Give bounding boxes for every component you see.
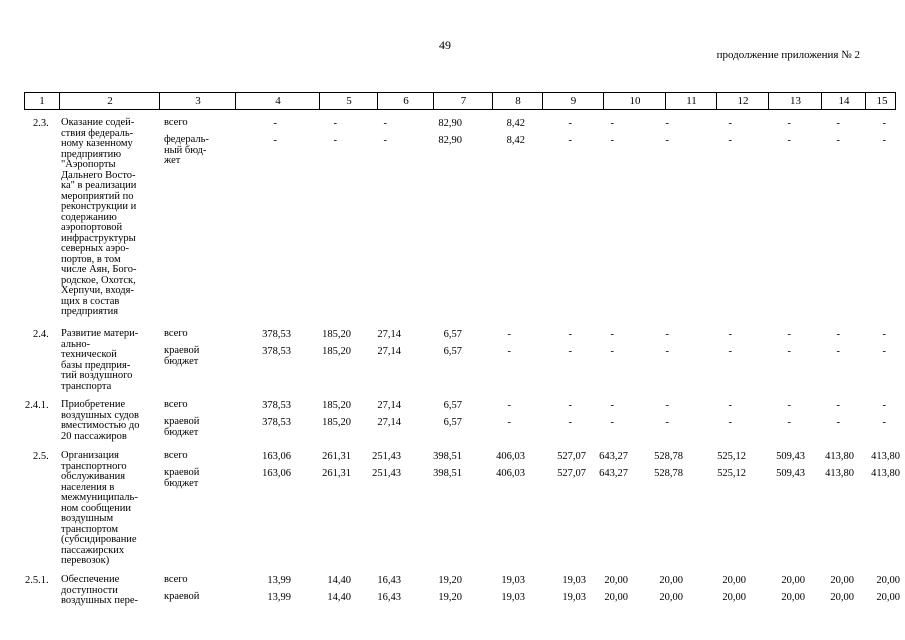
row-value: - bbox=[665, 346, 669, 357]
row-value: 20,00 bbox=[604, 592, 628, 603]
row-label-line: всего bbox=[164, 117, 188, 128]
row-description-line: щих в состав bbox=[61, 295, 120, 307]
row-value: 13,99 bbox=[267, 592, 291, 603]
row-value: - bbox=[568, 400, 572, 411]
row-description-line: населения в bbox=[61, 481, 115, 493]
row-value: - bbox=[787, 118, 791, 129]
row-value: 20,00 bbox=[830, 575, 854, 586]
row-value: 413,80 bbox=[871, 468, 900, 479]
row-value: 27,14 bbox=[377, 400, 401, 411]
row-value: 13,99 bbox=[267, 575, 291, 586]
row-value: 527,07 bbox=[557, 468, 586, 479]
row-value: - bbox=[383, 118, 387, 129]
row-label-line: всего bbox=[164, 574, 188, 585]
row-value: 527,07 bbox=[557, 451, 586, 462]
row-value: - bbox=[507, 400, 511, 411]
header-col-11: 11 bbox=[665, 93, 717, 109]
row-description-line: предприятию bbox=[61, 148, 122, 160]
row-value: 8,42 bbox=[506, 135, 525, 146]
header-col-8: 8 bbox=[492, 93, 543, 109]
row-description-line: ному казенному bbox=[61, 138, 133, 149]
row-value: - bbox=[507, 346, 511, 357]
row-description-line: "Аэропорты bbox=[61, 159, 116, 170]
row-value: 185,20 bbox=[322, 400, 351, 411]
row-label-line: федераль- bbox=[164, 134, 209, 145]
row-description-line: доступности bbox=[61, 584, 118, 596]
row-value: - bbox=[665, 329, 669, 340]
row-value: 16,43 bbox=[377, 575, 401, 586]
row-description-line: северных аэро- bbox=[61, 243, 129, 254]
row-value: 398,51 bbox=[433, 451, 462, 462]
row-value: - bbox=[610, 346, 614, 357]
row-value: 413,80 bbox=[825, 451, 854, 462]
row-value: - bbox=[507, 329, 511, 340]
row-value: 378,53 bbox=[262, 329, 291, 340]
row-value: - bbox=[728, 135, 732, 146]
row-value: 19,03 bbox=[562, 592, 586, 603]
row-label-line: краевой bbox=[164, 591, 200, 602]
row-value: - bbox=[610, 417, 614, 428]
row-description-line: ально- bbox=[61, 338, 91, 350]
row-value: 20,00 bbox=[604, 575, 628, 586]
row-value: - bbox=[787, 329, 791, 340]
row-value: - bbox=[882, 346, 886, 357]
row-value: 413,80 bbox=[871, 451, 900, 462]
row-description-line: Дальнего Восто- bbox=[61, 169, 136, 181]
row-value: 6,57 bbox=[443, 329, 462, 340]
row-description-line: числе Аян, Бого- bbox=[61, 264, 137, 275]
row-value: - bbox=[333, 118, 337, 129]
header-col-9: 9 bbox=[542, 93, 604, 109]
row-description-line: ном сообщении bbox=[61, 502, 132, 514]
row-value: 261,31 bbox=[322, 468, 351, 479]
row-value: 251,43 bbox=[372, 451, 401, 462]
row-value: 14,40 bbox=[327, 575, 351, 586]
header-col-4: 4 bbox=[235, 93, 320, 109]
row-description-line: портов, в том bbox=[61, 253, 121, 265]
row-value: 82,90 bbox=[438, 135, 462, 146]
row-label-line: краевой bbox=[164, 345, 200, 356]
row-value: - bbox=[836, 329, 840, 340]
row-value: - bbox=[333, 135, 337, 146]
row-value: 19,03 bbox=[562, 575, 586, 586]
header-col-6: 6 bbox=[377, 93, 434, 109]
row-value: - bbox=[787, 400, 791, 411]
row-description-line: вместимостью до bbox=[61, 420, 140, 431]
row-value: - bbox=[836, 346, 840, 357]
row-value: - bbox=[882, 329, 886, 340]
row-label-line: краевой bbox=[164, 467, 200, 478]
row-label-line: всего bbox=[164, 328, 188, 339]
row-value: 643,27 bbox=[599, 451, 628, 462]
row-value: 413,80 bbox=[825, 468, 854, 479]
row-index: 2.5. bbox=[33, 451, 49, 462]
row-label-line: бюджет bbox=[164, 355, 199, 367]
row-value: 20,00 bbox=[781, 592, 805, 603]
row-label-line: ный бюд- bbox=[164, 144, 207, 156]
row-value: 20,00 bbox=[722, 575, 746, 586]
row-value: 20,00 bbox=[659, 592, 683, 603]
row-description-line: Организация bbox=[61, 450, 119, 461]
row-value: 163,06 bbox=[262, 468, 291, 479]
row-description-line: перевозок) bbox=[61, 555, 110, 566]
row-value: - bbox=[728, 400, 732, 411]
row-value: 528,78 bbox=[654, 451, 683, 462]
header-col-2: 2 bbox=[59, 93, 160, 109]
row-value: 27,14 bbox=[377, 329, 401, 340]
row-description-line: реконструкции и bbox=[61, 201, 137, 212]
row-value: 251,43 bbox=[372, 468, 401, 479]
row-value: - bbox=[665, 417, 669, 428]
row-value: 19,20 bbox=[438, 592, 462, 603]
row-value: 14,40 bbox=[327, 592, 351, 603]
row-value: - bbox=[728, 329, 732, 340]
row-value: - bbox=[568, 329, 572, 340]
header-col-1: 1 bbox=[39, 95, 45, 107]
row-label-line: бюджет bbox=[164, 477, 199, 489]
row-value: 6,57 bbox=[443, 346, 462, 357]
header-col-3: 3 bbox=[159, 93, 236, 109]
row-value: - bbox=[568, 118, 572, 129]
header-col-12: 12 bbox=[716, 93, 769, 109]
row-value: 398,51 bbox=[433, 468, 462, 479]
row-value: 525,12 bbox=[717, 451, 746, 462]
row-value: 20,00 bbox=[830, 592, 854, 603]
row-value: 528,78 bbox=[654, 468, 683, 479]
header-col-7: 7 bbox=[433, 93, 493, 109]
row-value: - bbox=[273, 135, 277, 146]
row-value: - bbox=[836, 118, 840, 129]
row-value: 19,03 bbox=[501, 592, 525, 603]
row-value: 509,43 bbox=[776, 451, 805, 462]
row-value: 19,20 bbox=[438, 575, 462, 586]
row-value: 16,43 bbox=[377, 592, 401, 603]
row-value: - bbox=[882, 400, 886, 411]
table-header bbox=[24, 92, 896, 110]
row-description-line: ка" в реализации bbox=[61, 180, 137, 191]
row-value: 20,00 bbox=[876, 592, 900, 603]
row-description-line: аэропортовой bbox=[61, 222, 123, 233]
row-value: - bbox=[568, 346, 572, 357]
row-description-line: инфраструктуры bbox=[61, 232, 136, 244]
row-value: - bbox=[836, 135, 840, 146]
header-col-14: 14 bbox=[821, 93, 866, 109]
row-value: 8,42 bbox=[506, 118, 525, 129]
row-value: 27,14 bbox=[377, 417, 401, 428]
row-description-line: транспортного bbox=[61, 460, 127, 472]
row-label-line: жет bbox=[164, 155, 181, 166]
page-number: 49 bbox=[439, 38, 451, 52]
row-value: - bbox=[882, 118, 886, 129]
row-value: 509,43 bbox=[776, 468, 805, 479]
row-description-line: (субсидирование bbox=[61, 534, 137, 545]
row-value: - bbox=[610, 135, 614, 146]
row-description-line: пассажирских bbox=[61, 544, 125, 556]
row-value: 19,03 bbox=[501, 575, 525, 586]
row-value: 185,20 bbox=[322, 346, 351, 357]
row-value: 185,20 bbox=[322, 329, 351, 340]
row-value: - bbox=[787, 135, 791, 146]
row-value: - bbox=[728, 118, 732, 129]
row-description-line: обслуживания bbox=[61, 471, 126, 482]
row-value: 261,31 bbox=[322, 451, 351, 462]
row-value: 20,00 bbox=[781, 575, 805, 586]
row-label-line: всего bbox=[164, 450, 188, 461]
row-description-line: Оказание содей- bbox=[61, 117, 135, 128]
row-value: 82,90 bbox=[438, 118, 462, 129]
row-value: - bbox=[507, 417, 511, 428]
row-value: 6,57 bbox=[443, 400, 462, 411]
row-value: - bbox=[383, 135, 387, 146]
row-value: 20,00 bbox=[722, 592, 746, 603]
row-value: 20,00 bbox=[659, 575, 683, 586]
row-description-line: мероприятий по bbox=[61, 190, 134, 202]
header-col-10: 10 bbox=[603, 93, 666, 109]
row-value: - bbox=[568, 417, 572, 428]
row-value: 378,53 bbox=[262, 417, 291, 428]
row-description-line: ствия федераль- bbox=[61, 127, 134, 139]
row-value: 27,14 bbox=[377, 346, 401, 357]
row-value: - bbox=[728, 346, 732, 357]
row-value: - bbox=[882, 417, 886, 428]
row-value: 643,27 bbox=[599, 468, 628, 479]
row-index: 2.4.1. bbox=[25, 400, 49, 411]
row-label-line: бюджет bbox=[164, 426, 199, 438]
row-description-line: транспортом bbox=[61, 523, 119, 535]
row-value: - bbox=[665, 400, 669, 411]
row-value: - bbox=[610, 400, 614, 411]
row-value: - bbox=[665, 118, 669, 129]
row-description-line: транспорта bbox=[61, 380, 112, 392]
row-value: - bbox=[728, 417, 732, 428]
continuation-label: продолжение приложения № 2 bbox=[716, 49, 860, 61]
row-value: 20,00 bbox=[876, 575, 900, 586]
row-value: 163,06 bbox=[262, 451, 291, 462]
row-value: 185,20 bbox=[322, 417, 351, 428]
row-value: - bbox=[787, 417, 791, 428]
row-description-line: Приобретение bbox=[61, 399, 126, 410]
row-index: 2.3. bbox=[33, 118, 49, 129]
header-col-13: 13 bbox=[768, 93, 822, 109]
row-description-line: предприятия bbox=[61, 306, 119, 317]
row-value: - bbox=[787, 346, 791, 357]
row-description-line: воздушных судов bbox=[61, 409, 139, 421]
row-description-line: базы предприя- bbox=[61, 359, 131, 371]
row-value: 378,53 bbox=[262, 400, 291, 411]
row-value: - bbox=[610, 329, 614, 340]
row-value: - bbox=[836, 417, 840, 428]
header-col-15: 15 bbox=[865, 93, 898, 109]
row-value: 406,03 bbox=[496, 468, 525, 479]
row-value: - bbox=[568, 135, 572, 146]
row-description-line: технической bbox=[61, 349, 117, 360]
row-value: - bbox=[273, 118, 277, 129]
row-index: 2.4. bbox=[33, 329, 49, 340]
row-description-line: родское, Охотск, bbox=[61, 274, 136, 286]
row-value: - bbox=[665, 135, 669, 146]
row-value: 378,53 bbox=[262, 346, 291, 357]
row-value: 406,03 bbox=[496, 451, 525, 462]
row-description-line: тий воздушного bbox=[61, 370, 133, 381]
row-description-line: Обеспечение bbox=[61, 574, 120, 585]
row-value: - bbox=[836, 400, 840, 411]
row-index: 2.5.1. bbox=[25, 575, 49, 586]
row-description-line: Херпучи, входя- bbox=[61, 285, 134, 296]
row-value: 6,57 bbox=[443, 417, 462, 428]
row-description-line: межмуниципаль- bbox=[61, 492, 138, 503]
header-col-5: 5 bbox=[319, 93, 378, 109]
row-description-line: воздушных пере- bbox=[61, 595, 139, 606]
row-description-line: воздушным bbox=[61, 513, 114, 524]
row-value: - bbox=[610, 118, 614, 129]
row-description-line: Развитие матери- bbox=[61, 328, 139, 339]
row-value: - bbox=[882, 135, 886, 146]
row-label-line: краевой bbox=[164, 416, 200, 427]
row-label-line: всего bbox=[164, 399, 188, 410]
row-description-line: 20 пассажиров bbox=[61, 430, 127, 442]
row-value: 525,12 bbox=[717, 468, 746, 479]
row-description-line: содержанию bbox=[61, 211, 117, 223]
